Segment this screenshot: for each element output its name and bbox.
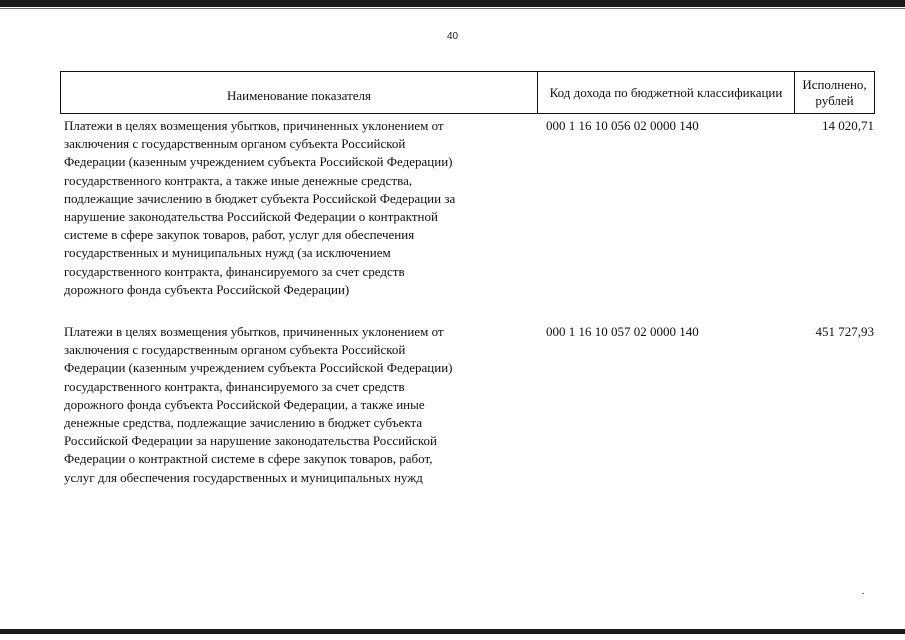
table-header [60, 71, 875, 114]
scan-speck [862, 593, 864, 594]
header-indicator-name: Наименование показателя [226, 87, 372, 103]
row-indicator-name [64, 117, 534, 299]
scan-border-top-thin [0, 8, 905, 9]
row-indicator-name [64, 323, 534, 487]
text-line: дорожного фонда субъекта Российской Федерации) [64, 281, 350, 297]
text-line: заключения с государственным органом субъекта Российской [64, 136, 406, 152]
row-executed-amount: 451 727,93 [815, 324, 874, 339]
text-line: услуг для обеспечения государственных и муниципальных нужд [64, 469, 423, 485]
row-income-code: 000 1 16 10 056 02 0000 140 [546, 118, 699, 133]
text-line: государственного контракта, финансируемого за счет средств [64, 378, 405, 394]
text-line: подлежащие зачислению в бюджет субъекта Российской Федерации за [64, 190, 456, 206]
text-line: дорожного фонда субъекта Российской Федерации, а также иные [64, 396, 425, 412]
text-line: государственного контракта, а также иные денежные средства, [64, 172, 413, 188]
scan-border-top [0, 0, 905, 7]
text-line: государственного контракта, финансируемого за счет средств [64, 263, 405, 279]
row-income-code: 000 1 16 10 057 02 0000 140 [546, 324, 699, 339]
text-line: Платежи в целях возмещения убытков, причиненных уклонением от [64, 324, 444, 339]
text-line: Федерации (казенным учреждением субъекта Российской Федерации) [64, 154, 453, 170]
text-line: системе в сфере закупок товаров, работ, услуг для обеспечения [64, 227, 415, 243]
page-number: 40 [446, 31, 459, 42]
text-line: заключения с государственным органом субъекта Российской [64, 342, 406, 358]
text-line: государственных и муниципальных нужд (за исключением [64, 245, 391, 261]
row-executed-amount: 14 020,71 [822, 118, 874, 133]
text-line: Федерации о контрактной системе в сфере закупок товаров, работ, [64, 451, 433, 467]
header-income-code: Код дохода по бюджетной классификации [537, 72, 794, 113]
text-line: нарушение законодательства Российской Федерации о контрактной [64, 209, 438, 225]
text-line: Российской Федерации за нарушение законодательства Российской [64, 433, 437, 449]
header-executed: Исполнено, рублей [794, 72, 874, 113]
text-line: Платежи в целях возмещения убытков, причиненных уклонением от [64, 118, 444, 133]
scan-border-bottom [0, 629, 905, 634]
text-line: Федерации (казенным учреждением субъекта Российской Федерации) [64, 360, 453, 376]
text-line: денежные средства, подлежащие зачислению в бюджет субъекта [64, 415, 423, 431]
